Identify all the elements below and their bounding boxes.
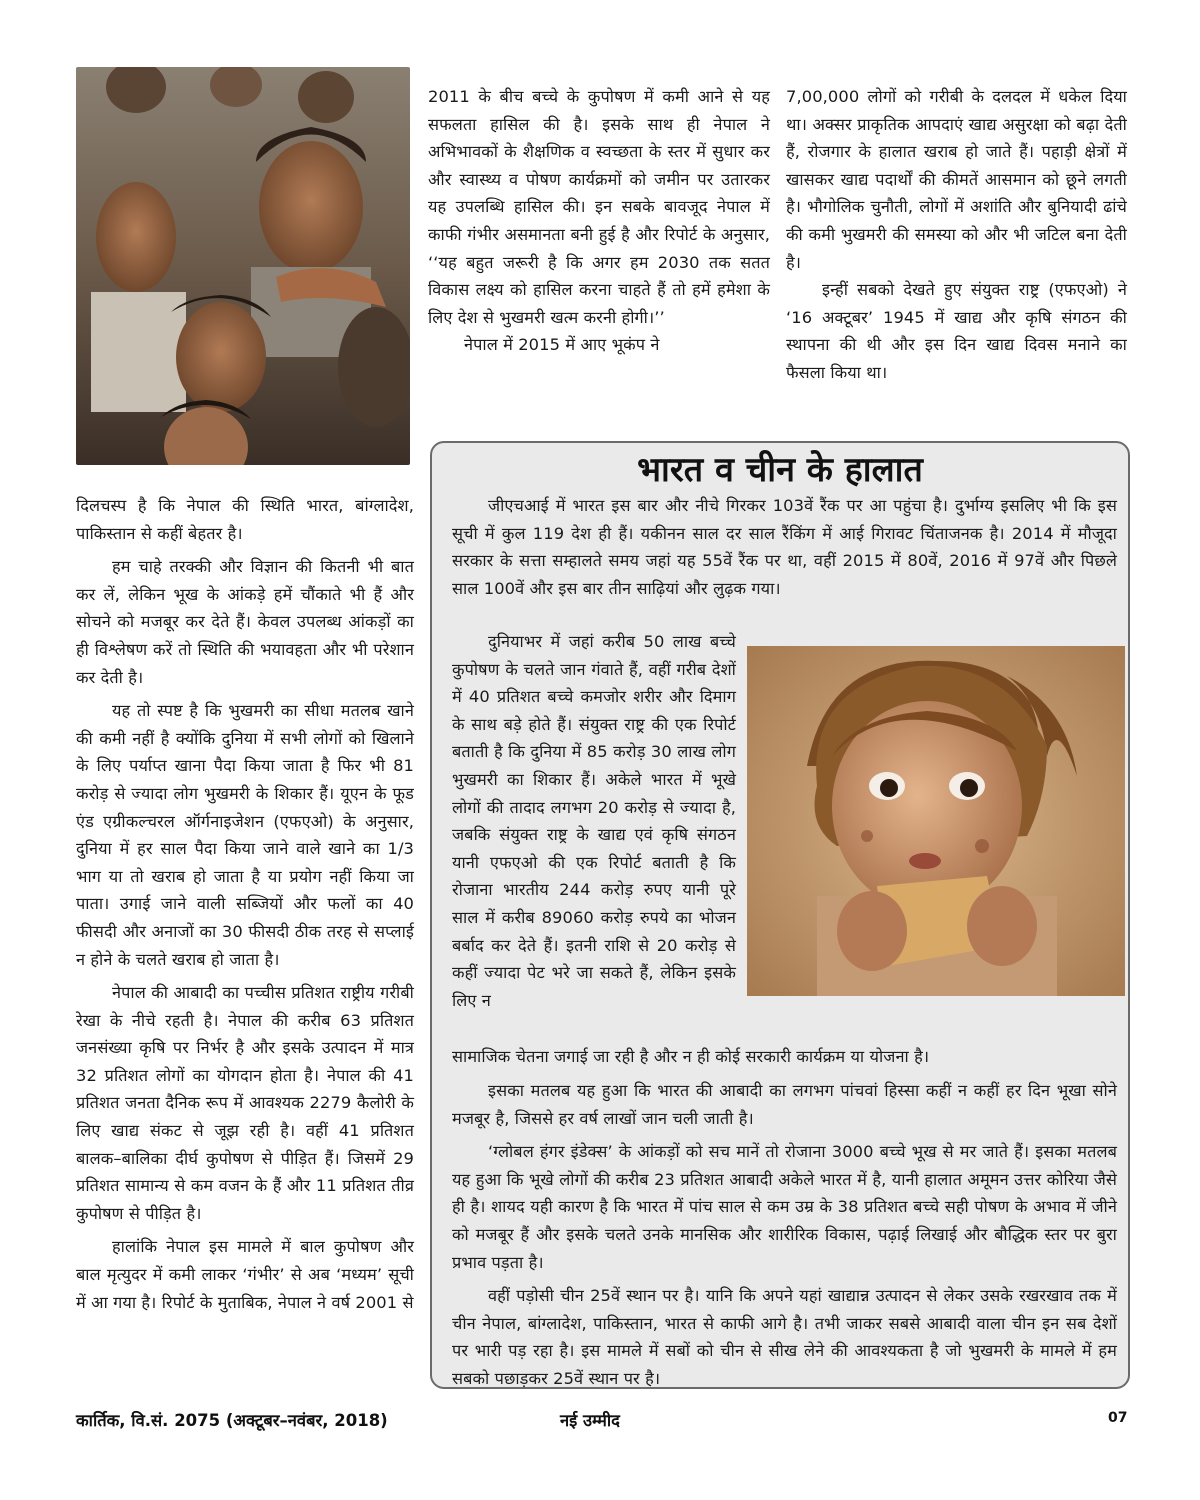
column-three-top xyxy=(786,83,1127,387)
box-title: भारत व चीन के हालात xyxy=(637,450,923,490)
box-wrap-text xyxy=(452,628,736,1014)
col1-paragraph-1: दिलचस्प है कि नेपाल की स्थिति भारत, बांग्लादेश, पाकिस्तान से कहीं बेहतर है। xyxy=(76,496,414,543)
box-wrap-end xyxy=(452,1043,1117,1071)
col1-paragraph-4: नेपाल की आबादी का पच्चीस प्रतिशत राष्ट्रीय गरीबी रेखा के नीचे रहती है। नेपाल की करीब 63 प्रतिशत जनसंख्या कृषि पर निर्भर है और इसके उत्पादन में मात्र 32 प्रतिशत लोगों का योगदान होता है। नेपाल की 41 प्रतिशत जनता दैनिक रूप में आवश्यक 2279 कैलोरी के लिए खाद्य संकट से जूझ रही है। वहीं 41 प्रतिशत बालक–बालिका दीर्घ कुपोषण से पीड़ित हैं। जिसमें 29 प्रतिशत सामान्य से कम वजन के हैं और 11 प्रतिशत तीव्र कुपोषण से पीड़ित है। xyxy=(76,983,414,1223)
footer-date: कार्तिक, वि.सं. 2075 (अक्टूबर–नवंबर, 2018) xyxy=(76,1411,388,1430)
crowd-photo xyxy=(76,67,410,465)
col3-paragraph-2: इन्हीं सबको देखते हुए संयुक्त राष्ट्र (एफएओ) ने ‘16 अक्टूबर’ 1945 में खाद्य और कृषि संगठन की स्थापना की थी और इस दिन खाद्य दिवस मनाने का फैसला किया था। xyxy=(786,280,1127,382)
col3-paragraph-1: 7,00,000 लोगों को गरीबी के दलदल में धकेल दिया था। अक्सर प्राकृतिक आपदाएं खाद्य असुरक्षा को बढ़ा देती हैं, रोजगार के हालात खराब हो जाते हैं। पहाड़ी क्षेत्रों में खासकर खाद्य पदार्थों की कीमतें आसमान को छूने लगती है। भौगोलिक चुनौती, लोगों में अशांति और बुनियादी ढांचे की कमी भुखमरी की समस्या को और भी जटिल बना देती है। xyxy=(786,87,1127,272)
col1-paragraph-5: हालांकि नेपाल इस मामले में बाल कुपोषण और बाल मृत्युदर में कमी लाकर ‘गंभीर’ से अब ‘मध्यम’ सूची में आ गया है। रिपोर्ट के मुताबिक, नेपाल ने वर्ष 2001 से xyxy=(76,1237,414,1312)
child-photo xyxy=(747,646,1125,996)
box-intro xyxy=(452,492,1117,602)
box-rest-paragraph-1: इसका मतलब यह हुआ कि भारत की आबादी का लगभग पांचवां हिस्सा कहीं न कहीं हर दिन भूखा सोने मजबूर है, जिससे हर वर्ष लाखों जान चली जाती है। xyxy=(452,1081,1117,1128)
box-wrap-end-line: सामाजिक चेतना जगाई जा रही है और न ही कोई सरकारी कार्यक्रम या योजना है। xyxy=(452,1047,930,1066)
box-rest-paragraph-2: ‘ग्लोबल हंगर इंडेक्स’ के आंकड़ों को सच मानें तो रोजाना 3000 बच्चे भूख से मर जाते हैं। इसका मतलब यह हुआ कि भूखे लोगों की करीब 23 प्रतिशत आबादी अकेले भारत में है, यानी हालात अमूमन उत्तर कोरिया जैसे ही है। शायद यही कारण है कि भारत में पांच साल से कम उम्र के 38 प्रतिशत बच्चे सही पोषण के अभाव में जीने को मजबूर हैं और इसके चलते उनके मानसिक और शारीरिक विकास, पढ़ाई लिखाई और बौद्धिक स्तर पर बुरा प्रभाव पड़ता है। xyxy=(452,1142,1117,1272)
column-one xyxy=(76,492,414,1316)
footer-magazine-name: नई उम्मीद xyxy=(560,1411,620,1430)
box-wrap-paragraph: दुनियाभर में जहां करीब 50 लाख बच्चे कुपोषण के चलते जान गंवाते हैं, वहीं गरीब देशों में 40 प्रतिशत बच्चे कमजोर शरीर और दिमाग के साथ बड़े होते हैं। संयुक्त राष्ट्र की एक रिपोर्ट बताती है कि दुनिया में 85 करोड़ 30 लाख लोग भुखमरी का शिकार हैं। अकेले भारत में भूखे लोगों की तादाद लगभग 20 करोड़ से ज्यादा है, जबकि संयुक्त राष्ट्र के खाद्य एवं कृषि संगठन यानी एफएओ की एक रिपोर्ट बताती है कि रोजाना भारतीय 244 करोड़ रुपए यानी पूरे साल में करीब 89060 करोड़ रुपये का भोजन बर्बाद कर देते हैं। इतनी राशि से 20 करोड़ से कहीं ज्यादा पेट भरे जा सकते हैं, लेकिन इसके लिए न xyxy=(452,632,736,1010)
box-rest xyxy=(452,1077,1117,1393)
col1-paragraph-2: हम चाहे तरक्की और विज्ञान की कितनी भी बात कर लें, लेकिन भूख के आंकड़े हमें चौंकाते भी हैं और सोचने को मजबूर कर देते हैं। केवल उपलब्ध आंकड़ों का ही विश्लेषण करें तो स्थिति की भयावहता और भी परेशान कर देती है। xyxy=(76,557,414,687)
page-number: 07 xyxy=(1108,1410,1128,1426)
box-intro-paragraph: जीएचआई में भारत इस बार और नीचे गिरकर 103वें रैंक पर आ पहुंचा है। दुर्भाग्य इसलिए भी कि इस सूची में कुल 119 देश ही हैं। यकीनन साल दर साल रैंकिंग में आई गिरावट चिंताजनक है। 2014 में मौजूदा सरकार के सत्ता सम्हालते समय जहां यह 55वें रैंक पर था, वहीं 2015 में 80वें, 2016 में 97वें और पिछले साल 100वें और इस बार तीन साढ़ियां और लुढ़क गया। xyxy=(452,496,1117,598)
col2-paragraph-2: नेपाल में 2015 में आए भूकंप ने xyxy=(464,335,660,355)
col1-paragraph-3: यह तो स्पष्ट है कि भुखमरी का सीधा मतलब खाने की कमी नहीं है क्योंकि दुनिया में सभी लोगों को खिलाने के लिए पर्याप्त खाना पैदा किया जाता है फिर भी 81 करोड़ से ज्यादा लोग भुखमरी के शिकार हैं। यूएन के फूड एंड एग्रीकल्चरल ऑर्गनाइजेशन (एफएओ) के अनुसार, दुनिया में हर साल पैदा किया जाने वाले खाने का 1/3 भाग या तो खराब हो जाता है या प्रयोग नहीं किया जा पाता। उगाई जाने वाली सब्जियों और फलों का 40 फीसदी और अनाजों का 30 फीसदी ठीक तरह से सप्लाई न होने के चलते खराब हो जाता है। xyxy=(76,701,414,969)
col2-paragraph-1: 2011 के बीच बच्चे के कुपोषण में कमी आने से यह सफलता हासिल की है। इसके साथ ही नेपाल ने अभिभावकों के शैक्षणिक व स्वच्छता के स्तर में सुधार कर और स्वास्थ्य व पोषण कार्यक्रमों को जमीन पर उतारकर यह उपलब्धि हासिल की। इन सबके बावजूद नेपाल में काफी गंभीर असमानता बनी हुई है और रिपोर्ट के अनुसार, ‘‘यह बहुत जरूरी है कि अगर हम 2030 तक सतत विकास लक्ष्य को हासिल करना चाहते हैं तो हमें हमेशा के लिए देश से भुखमरी खत्म करनी होगी।’’ xyxy=(428,87,770,327)
column-two-top xyxy=(428,83,770,359)
box-rest-paragraph-3: वहीं पड़ोसी चीन 25वें स्थान पर है। यानि कि अपने यहां खाद्यान्न उत्पादन से लेकर उसके रखरखाव तक में चीन नेपाल, बांग्लादेश, पाकिस्तान, भारत से काफी आगे है। तभी जाकर सबसे आबादी वाला चीन इन सब देशों पर भारी पड़ रहा है। इस मामले में सबों को चीन से सीख लेने की आवश्यकता है जो भुखमरी के मामले में हम सबको पछाड़कर 25वें स्थान पर है। xyxy=(452,1286,1117,1388)
